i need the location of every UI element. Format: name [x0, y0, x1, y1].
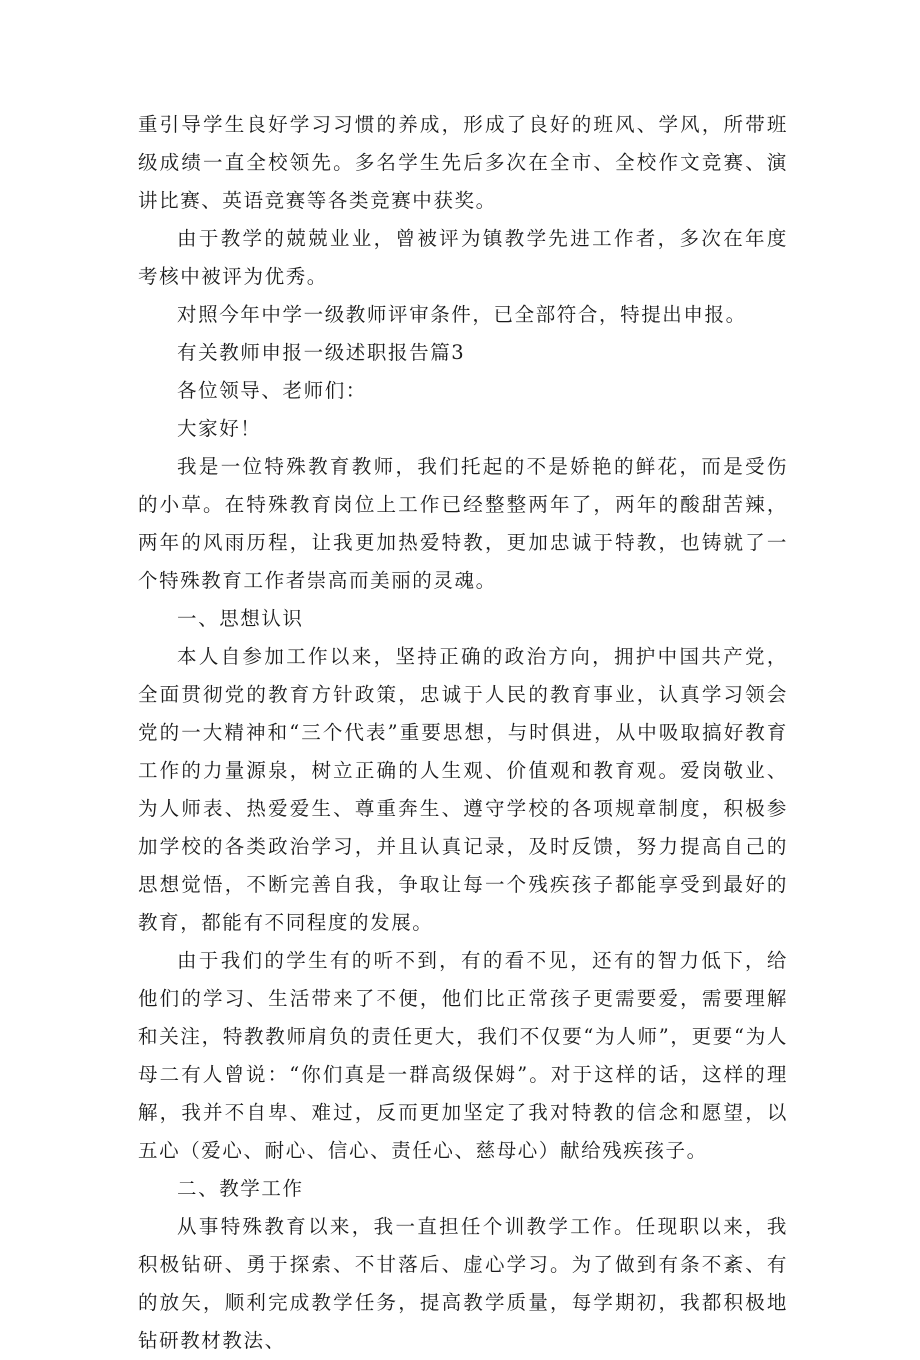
paragraph-teaching: 从事特殊教育以来，我一直担任个训教学工作。任现职以来，我积极钻研、勇于探索、不甘落后、虚心学习。为了做到有条不紊、有的放矢，顺利完成教学任务，提高教学质量，每学期初，我都积极地钻研教材教法、 [138, 1215, 788, 1352]
paragraph-2: 由于教学的兢兢业业，曾被评为镇教学先进工作者，多次在年度考核中被评为优秀。 [138, 227, 788, 288]
document-page [138, 106, 788, 1360]
heading-teaching: 二、教学工作 [177, 1177, 304, 1200]
section-title: 有关教师申报一级述职报告篇3 [177, 341, 466, 364]
paragraph-1: 重引导学生良好学习习惯的养成，形成了良好的班风、学风，所带班级成绩一直全校领先。多名学生先后多次在全市、全校作文竞赛、演讲比赛、英语竞赛等各类竞赛中获奖。 [138, 113, 788, 212]
paragraph-students: 由于我们的学生有的听不到，有的看不见，还有的智力低下，给他们的学习、生活带来了不便，他们比正常孩子更需要爱，需要理解和关注，特教教师肩负的责任更大，我们不仅要“为人师”，更要“为人母二有人曾说：“你们真是一群高级保姆”。对于这样的话，这样的理解，我并不自卑、难过，反而更加坚定了我对特教的信念和愿望，以五心（爱心、耐心、信心、责任心、慈母心）献给残疾孩子。 [138, 949, 788, 1162]
salutation: 各位领导、老师们： [177, 379, 367, 402]
paragraph-ideology: 本人自参加工作以来，坚持正确的政治方向，拥护中国共产党，全面贯彻党的教育方针政策，忠诚于人民的教育事业，认真学习领会党的一大精神和“三个代表”重要思想，与时俱进，从中吸取搞好教育工作的力量源泉，树立正确的人生观、价值观和教育观。爱岗敬业、为人师表、热爱爱生、尊重奔生、遵守学校的各项规章制度，积极参加学校的各类政治学习，并且认真记录，及时反馈，努力提高自己的思想觉悟，不断完善自我，争取让每一个残疾孩子都能享受到最好的教育，都能有不同程度的发展。 [138, 645, 788, 934]
paragraph-intro: 我是一位特殊教育教师，我们托起的不是娇艳的鲜花，而是受伤的小草。在特殊教育岗位上工作已经整整两年了，两年的酸甜苦辣，两年的风雨历程，让我更加热爱特教，更加忠诚于特教，也铸就了一个特殊教育工作者崇高而美丽的灵魂。 [138, 455, 788, 592]
paragraph-3: 对照今年中学一级教师评审条件，已全部符合，特提出申报。 [177, 303, 747, 326]
greeting: 大家好！ [177, 417, 262, 440]
heading-ideology: 一、思想认识 [177, 607, 304, 630]
